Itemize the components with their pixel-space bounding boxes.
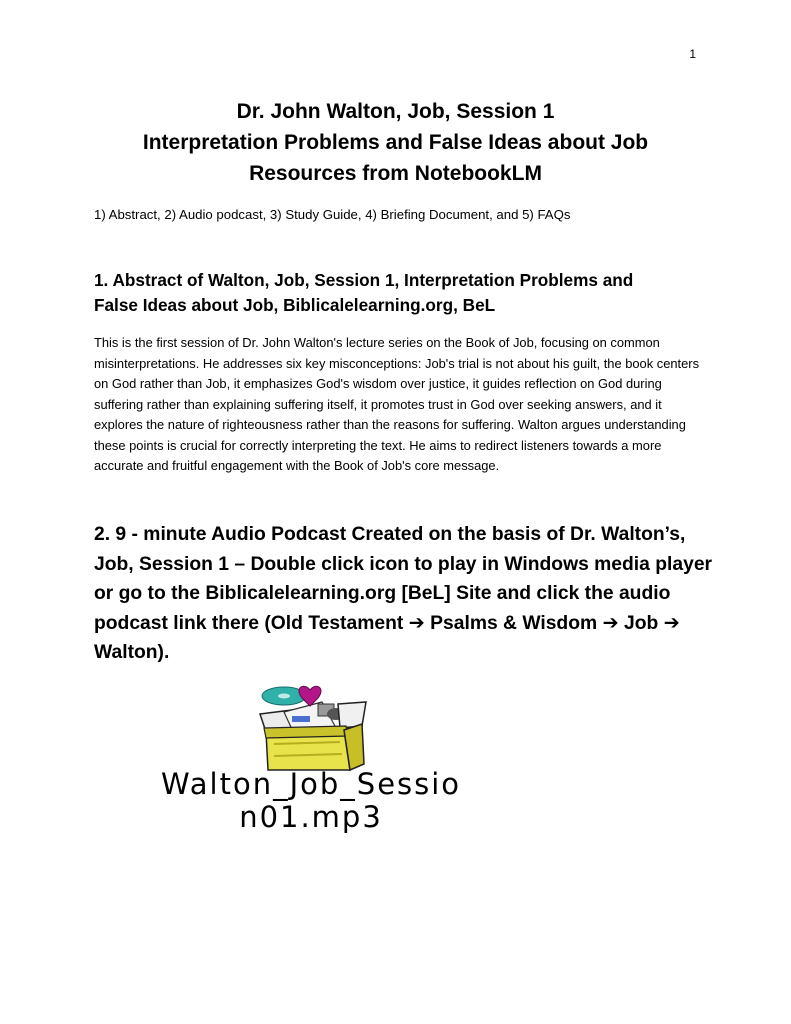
arrow-right-icon: ➔ [408, 612, 425, 634]
section-1-heading-line-1: 1. Abstract of Walton, Job, Session 1, Interpretation Problems and [94, 270, 634, 290]
arrow-right-icon: ➔ [602, 612, 619, 634]
arrow-right-icon: ➔ [663, 612, 680, 634]
package-icon [244, 684, 384, 772]
abstract-paragraph: This is the first session of Dr. John Walton's lecture series on the Book of Job, focusing on common misinterpretations. He addresses six key misconceptions: Job's trial is not about his guilt, the book centers on God rather than Job, it emphasizes God's wisdom over justice, it guides reflection on God during suffering rather than explaining suffering itself, it promotes trust in God over seeking answers, and it explores the nature of righteousness rather than the reasons for suffering. Walton argues understanding these points is crucial for correctly interpreting the text. He aims to redirect listeners towards a more accurate and fruitful engagement with the Book of Job's core message. [94, 335, 700, 473]
section-1-heading [94, 268, 714, 318]
audio-filename-label[interactable] [96, 768, 526, 834]
breadcrumb-psalms-wisdom: Psalms & Wisdom [430, 612, 603, 634]
section-2-heading-text: 2. 9 - minute Audio Podcast Created on the basis of Dr. Walton’s, Job, Session 1 – Double click icon to play in Windows media player or go to the Biblicalelearning.org [BeL] Site and click the audio podcast link there (Old Testament [94, 524, 713, 634]
breadcrumb-walton: Walton). [94, 642, 170, 663]
section-2-heading [94, 520, 714, 668]
title-line-2: Interpretation Problems and False Ideas about Job [142, 131, 649, 154]
document-title [0, 96, 791, 189]
title-line-3: Resources from NotebookLM [249, 162, 542, 185]
audio-package-icon[interactable] [244, 684, 384, 772]
filename-line-2: n01.mp3 [239, 800, 383, 834]
title-line-1: Dr. John Walton, Job, Session 1 [236, 100, 555, 123]
resources-list: 1) Abstract, 2) Audio podcast, 3) Study Guide, 4) Briefing Document, and 5) FAQs [94, 207, 571, 222]
page-number: 1 [689, 47, 696, 61]
breadcrumb-job: Job [624, 612, 664, 634]
section-1-heading-line-2: False Ideas about Job, Biblicalelearning.org, BeL [94, 295, 496, 315]
filename-line-1: Walton_Job_Sessio [160, 767, 462, 801]
